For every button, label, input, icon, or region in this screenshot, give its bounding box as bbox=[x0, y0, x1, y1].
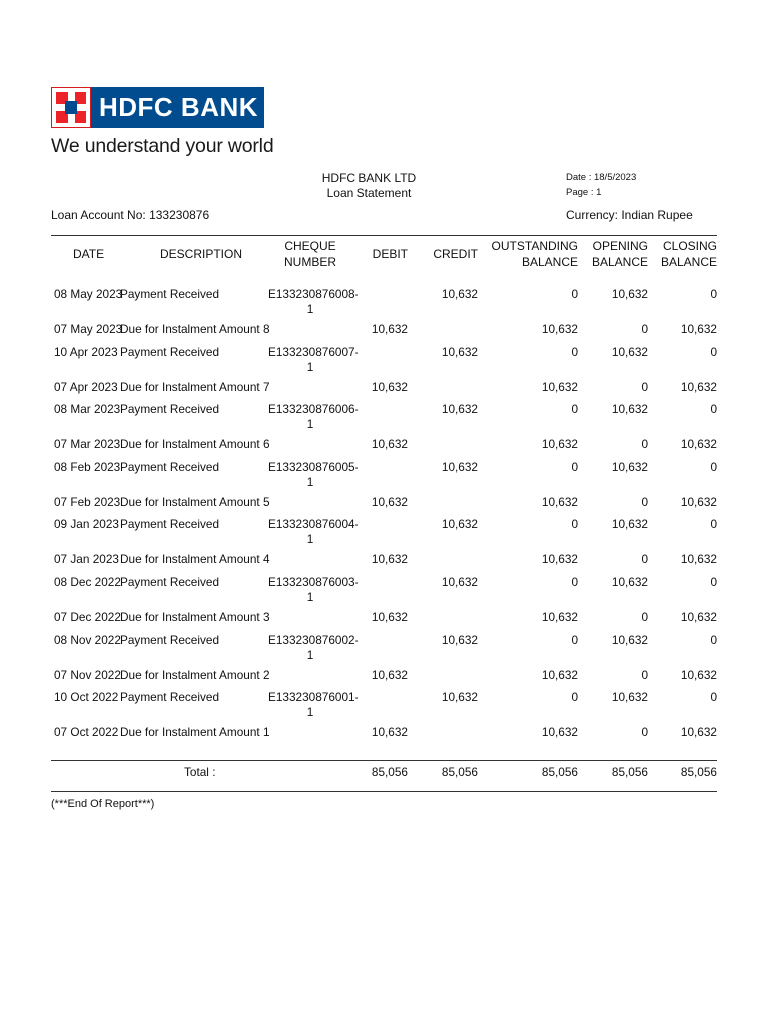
row-credit: 10,632 bbox=[441, 402, 478, 417]
row-debit: 10,632 bbox=[371, 379, 408, 394]
row-closing-balance: 10,632 bbox=[680, 494, 717, 509]
end-of-report: (***End Of Report***) bbox=[51, 798, 155, 810]
row-description: Payment Received bbox=[120, 575, 220, 589]
row-closing-balance: 10,632 bbox=[680, 437, 717, 452]
row-closing-balance: 0 bbox=[710, 632, 717, 647]
row-opening-balance: 10,632 bbox=[611, 402, 648, 417]
row-cheque-line-2: 1 bbox=[306, 474, 314, 489]
row-description: Payment Received bbox=[120, 287, 220, 301]
row-description: Due for Instalment Amount 7 bbox=[120, 379, 270, 394]
col-header-credit: CREDIT bbox=[433, 247, 478, 261]
row-outstanding-balance: 10,632 bbox=[541, 552, 578, 567]
row-cheque-number bbox=[268, 344, 359, 375]
col-header-cheque: CHEQUE NUMBER bbox=[283, 239, 336, 269]
row-description: Due for Instalment Amount 8 bbox=[120, 322, 270, 336]
row-credit: 10,632 bbox=[441, 459, 478, 474]
row-date: 10 Oct 2022 bbox=[54, 690, 119, 705]
row-outstanding-balance: 0 bbox=[571, 344, 578, 359]
row-closing-balance: 10,632 bbox=[680, 552, 717, 567]
col-header-closing-balance: CLOSING BALANCE bbox=[660, 239, 717, 269]
row-description: Due for Instalment Amount 1 bbox=[120, 725, 270, 740]
row-cheque-line-1: E133230876002- bbox=[268, 632, 359, 647]
row-outstanding-balance: 10,632 bbox=[541, 494, 578, 509]
row-opening-balance: 0 bbox=[641, 552, 648, 567]
row-credit: 10,632 bbox=[441, 690, 478, 705]
row-credit: 10,632 bbox=[441, 344, 478, 359]
row-cheque-line-2: 1 bbox=[306, 647, 314, 662]
row-description: Due for Instalment Amount 4 bbox=[120, 552, 270, 567]
row-opening-balance: 10,632 bbox=[611, 632, 648, 647]
row-date: 07 Oct 2022 bbox=[54, 725, 119, 740]
row-date: 08 Dec 2022 bbox=[54, 575, 121, 589]
row-date: 08 Nov 2022 bbox=[54, 632, 121, 647]
row-outstanding-balance: 0 bbox=[571, 690, 578, 705]
row-outstanding-balance: 10,632 bbox=[541, 610, 578, 624]
row-outstanding-balance: 0 bbox=[571, 575, 578, 589]
row-closing-balance: 0 bbox=[710, 517, 717, 532]
row-credit: 10,632 bbox=[441, 517, 478, 532]
row-debit: 10,632 bbox=[371, 610, 408, 624]
row-opening-balance: 0 bbox=[641, 322, 648, 336]
row-description: Payment Received bbox=[120, 402, 220, 417]
col-header-date: DATE bbox=[73, 247, 105, 261]
row-closing-balance: 0 bbox=[710, 402, 717, 417]
row-cheque-line-2: 1 bbox=[306, 302, 314, 316]
row-credit: 10,632 bbox=[441, 575, 478, 589]
row-date: 07 Apr 2023 bbox=[54, 379, 118, 394]
row-date: 07 Mar 2023 bbox=[54, 437, 121, 452]
row-date: 07 Nov 2022 bbox=[54, 667, 121, 682]
row-opening-balance: 10,632 bbox=[611, 575, 648, 589]
totals-top-rule bbox=[51, 760, 717, 761]
row-description: Due for Instalment Amount 5 bbox=[120, 494, 270, 509]
row-cheque-line-1: E133230876006- bbox=[268, 402, 359, 417]
row-outstanding-balance: 10,632 bbox=[541, 667, 578, 682]
row-cheque-number bbox=[268, 402, 359, 432]
row-opening-balance: 10,632 bbox=[611, 344, 648, 359]
col-header-outstanding-balance: OUTSTANDING BALANCE bbox=[491, 239, 578, 269]
row-date: 10 Apr 2023 bbox=[54, 344, 118, 359]
page-number: Page : 1 bbox=[566, 187, 602, 198]
table-top-rule bbox=[51, 235, 717, 236]
row-description: Due for Instalment Amount 6 bbox=[120, 437, 270, 452]
row-debit: 10,632 bbox=[371, 667, 408, 682]
total-opening: 85,056 bbox=[611, 765, 648, 779]
row-opening-balance: 0 bbox=[641, 494, 648, 509]
row-opening-balance: 0 bbox=[641, 610, 648, 624]
row-cheque-number bbox=[268, 517, 359, 547]
row-cheque-line-2: 1 bbox=[306, 532, 314, 547]
row-outstanding-balance: 0 bbox=[571, 517, 578, 532]
row-date: 08 May 2023 bbox=[54, 287, 123, 301]
row-date: 07 May 2023 bbox=[54, 322, 123, 336]
hdfc-logo-mark-icon bbox=[51, 87, 91, 128]
row-closing-balance: 10,632 bbox=[680, 322, 717, 336]
row-description: Payment Received bbox=[120, 344, 220, 359]
col-header-description: DESCRIPTION bbox=[160, 247, 243, 261]
row-date: 07 Dec 2022 bbox=[54, 610, 121, 624]
row-closing-balance: 0 bbox=[710, 459, 717, 474]
row-opening-balance: 0 bbox=[641, 437, 648, 452]
row-opening-balance: 10,632 bbox=[611, 459, 648, 474]
row-cheque-line-1: E133230876001- bbox=[268, 690, 359, 705]
row-cheque-number bbox=[268, 575, 359, 605]
row-closing-balance: 10,632 bbox=[680, 379, 717, 394]
row-outstanding-balance: 0 bbox=[571, 402, 578, 417]
row-outstanding-balance: 0 bbox=[571, 459, 578, 474]
totals-bottom-rule bbox=[51, 791, 717, 792]
row-outstanding-balance: 10,632 bbox=[541, 322, 578, 336]
row-description: Due for Instalment Amount 3 bbox=[120, 610, 270, 624]
row-cheque-number bbox=[268, 459, 359, 490]
row-description: Payment Received bbox=[120, 517, 220, 532]
row-outstanding-balance: 10,632 bbox=[541, 379, 578, 394]
row-opening-balance: 10,632 bbox=[611, 287, 648, 301]
row-cheque-line-1: E133230876004- bbox=[268, 517, 359, 532]
row-date: 08 Feb 2023 bbox=[54, 459, 121, 474]
total-outstanding: 85,056 bbox=[541, 765, 578, 779]
row-opening-balance: 0 bbox=[641, 667, 648, 682]
row-debit: 10,632 bbox=[371, 322, 408, 336]
row-closing-balance: 0 bbox=[710, 690, 717, 705]
row-cheque-number bbox=[268, 287, 359, 317]
row-cheque-line-1: E133230876008- bbox=[268, 287, 359, 301]
row-outstanding-balance: 10,632 bbox=[541, 725, 578, 740]
row-outstanding-balance: 0 bbox=[571, 287, 578, 301]
bank-name: HDFC BANK LTD bbox=[321, 171, 417, 185]
row-credit: 10,632 bbox=[441, 287, 478, 301]
row-debit: 10,632 bbox=[371, 725, 408, 740]
document-title: Loan Statement bbox=[326, 186, 412, 200]
row-closing-balance: 0 bbox=[710, 344, 717, 359]
row-cheque-line-2: 1 bbox=[306, 359, 314, 374]
row-opening-balance: 10,632 bbox=[611, 690, 648, 705]
row-cheque-line-2: 1 bbox=[306, 417, 314, 432]
row-opening-balance: 0 bbox=[641, 725, 648, 740]
row-debit: 10,632 bbox=[371, 552, 408, 567]
row-outstanding-balance: 10,632 bbox=[541, 437, 578, 452]
row-closing-balance: 10,632 bbox=[680, 725, 717, 740]
row-closing-balance: 0 bbox=[710, 287, 717, 301]
currency-label: Currency: Indian Rupee bbox=[566, 208, 693, 222]
row-date: 08 Mar 2023 bbox=[54, 402, 121, 417]
row-cheque-number bbox=[268, 632, 359, 663]
col-header-opening-balance: OPENING BALANCE bbox=[591, 239, 648, 269]
row-closing-balance: 0 bbox=[710, 575, 717, 589]
total-closing: 85,056 bbox=[680, 765, 717, 779]
row-opening-balance: 10,632 bbox=[611, 517, 648, 532]
row-description: Payment Received bbox=[120, 690, 220, 705]
row-outstanding-balance: 0 bbox=[571, 632, 578, 647]
row-cheque-line-2: 1 bbox=[306, 590, 314, 604]
brand-tagline: We understand your world bbox=[51, 135, 274, 157]
row-debit: 10,632 bbox=[371, 437, 408, 452]
total-debit: 85,056 bbox=[371, 765, 408, 779]
row-cheque-number bbox=[268, 690, 359, 720]
row-date: 07 Feb 2023 bbox=[54, 494, 121, 509]
total-credit: 85,056 bbox=[441, 765, 478, 779]
row-credit: 10,632 bbox=[441, 632, 478, 647]
col-header-debit: DEBIT bbox=[372, 247, 408, 261]
row-debit: 10,632 bbox=[371, 494, 408, 509]
row-date: 07 Jan 2023 bbox=[54, 552, 119, 567]
row-closing-balance: 10,632 bbox=[680, 667, 717, 682]
row-description: Payment Received bbox=[120, 459, 220, 474]
hdfc-bank-logo bbox=[51, 87, 264, 128]
row-description: Payment Received bbox=[120, 632, 220, 647]
row-date: 09 Jan 2023 bbox=[54, 517, 119, 532]
row-cheque-line-1: E133230876005- bbox=[268, 459, 359, 474]
row-cheque-line-2: 1 bbox=[306, 705, 314, 720]
row-cheque-line-1: E133230876007- bbox=[268, 344, 359, 359]
row-cheque-line-1: E133230876003- bbox=[268, 575, 359, 589]
statement-date: Date : 18/5/2023 bbox=[566, 172, 637, 183]
row-opening-balance: 0 bbox=[641, 379, 648, 394]
row-description: Due for Instalment Amount 2 bbox=[120, 667, 270, 682]
totals-label: Total : bbox=[184, 765, 216, 779]
brand-name: HDFC BANK bbox=[91, 87, 264, 128]
loan-account-number: Loan Account No: 133230876 bbox=[51, 208, 210, 222]
row-closing-balance: 10,632 bbox=[680, 610, 717, 624]
